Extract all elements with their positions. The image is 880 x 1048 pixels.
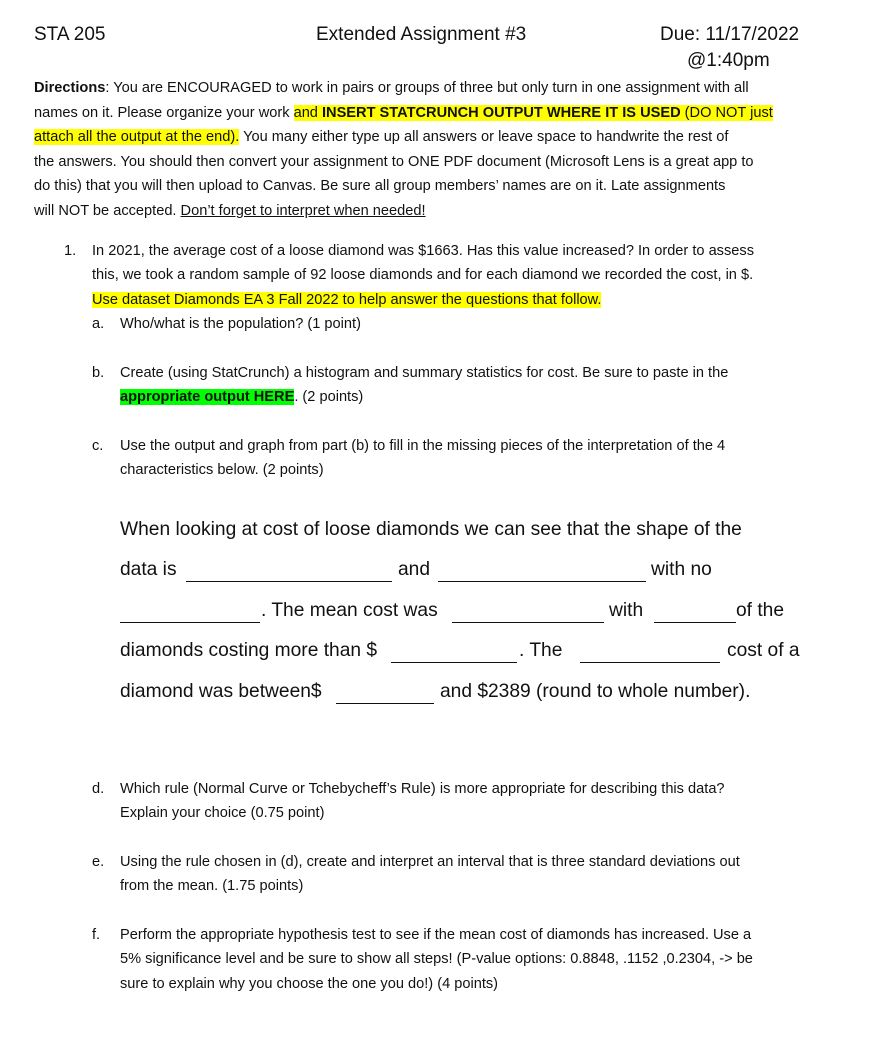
part-f-label: f. [92, 927, 101, 943]
interp-with: with [609, 600, 644, 621]
course-code: STA 205 [34, 24, 106, 45]
shape-blank-2[interactable] [438, 580, 646, 582]
interp-mean-cost: . The mean cost was [261, 600, 438, 621]
interp-costing-more: diamonds costing more than $ [120, 640, 378, 661]
mean-blank[interactable] [452, 621, 604, 623]
directions-line-2: names on it. Please organize your work and INSERT STATCRUNCH OUTPUT WHERE IT IS USED (DO NOT just [34, 105, 773, 121]
question-1-line-1: In 2021, the average cost of a loose diamond was $1663. Has this value increased? In order to assess [92, 243, 754, 259]
highlight-attach: attach all the output at the end). [34, 129, 240, 145]
interp-with-no: with no [651, 559, 712, 580]
percent-blank[interactable] [654, 621, 736, 623]
statistic-blank[interactable] [580, 661, 720, 663]
part-d-text-1: Which rule (Normal Curve or Tchebycheff’s Rule) is more appropriate for describing this data? [120, 781, 725, 797]
part-f-text-1: Perform the appropriate hypothesis test to see if the mean cost of diamonds has increased. Use a [120, 927, 752, 943]
interp-upper-bound: and $2389 (round to whole number). [440, 681, 751, 702]
directions-line-3: attach all the output at the end). You many either type up all answers or leave space to handwrite the rest of [34, 129, 729, 145]
part-e-text-2: from the mean. (1.75 points) [120, 878, 304, 894]
interpret-reminder: Don’t forget to interpret when needed! [180, 203, 426, 219]
interp-cost-of-a: cost of a [727, 640, 800, 661]
part-b-text-1: Create (using StatCrunch) a histogram and summary statistics for cost. Be sure to paste in the [120, 365, 729, 381]
interp-data-is: data is [120, 559, 177, 580]
interp-between: diamond was between$ [120, 681, 322, 702]
question-1-line-2: this, we took a random sample of 92 loose diamonds and for each diamond we recorded the cost, in $. [92, 267, 754, 283]
part-f-text-2: 5% significance level and be sure to show all steps! (P-value options: 0.8848, .1152 ,0.2304, -> be [120, 951, 753, 967]
part-c-text-1: Use the output and graph from part (b) to fill in the missing pieces of the interpretation of the 4 [120, 438, 726, 454]
part-b-label: b. [92, 365, 105, 381]
directions-line-1: Directions: You are ENCOURAGED to work in pairs or groups of three but only turn in one assignment with all [34, 80, 749, 96]
part-a-label: a. [92, 316, 105, 332]
question-number: 1. [64, 243, 77, 259]
interp-line-1: When looking at cost of loose diamonds we can see that the shape of the [120, 519, 742, 540]
paste-output-highlight: appropriate output HERE [120, 389, 295, 405]
question-1-line-3 [92, 288, 601, 313]
part-f-text-3: sure to explain why you choose the one you do!) (4 points) [120, 976, 499, 992]
part-e-label: e. [92, 854, 105, 870]
part-a-text: Who/what is the population? (1 point) [120, 316, 361, 332]
interp-the: . The [519, 640, 563, 661]
directions-label: Directions [34, 80, 106, 96]
interp-and: and [398, 559, 431, 580]
part-c-text-2: characteristics below. (2 points) [120, 462, 324, 478]
part-b-text-2: appropriate output HERE. (2 points) [120, 389, 364, 405]
directions-line-4: the answers. You should then convert your assignment to ONE PDF document (Microsoft Lens is a great app to [34, 154, 754, 170]
assignment-title: Extended Assignment #3 [316, 24, 527, 45]
dataset-highlight: Use dataset Diamonds EA 3 Fall 2022 to help answer the questions that follow. [92, 292, 602, 308]
threshold-blank[interactable] [391, 661, 517, 663]
interp-of-the: of the [736, 600, 785, 621]
part-c-label: c. [92, 438, 104, 454]
directions-line-6: will NOT be accepted. Don’t forget to interpret when needed! [34, 203, 426, 219]
part-d-label: d. [92, 781, 105, 797]
highlight-insert-output: and INSERT STATCRUNCH OUTPUT WHERE IT IS USED (DO NOT just [293, 105, 773, 121]
directions-line-5: do this) that you will then upload to Canvas. Be sure all group members’ names are on it. Late assignments [34, 178, 726, 194]
shape-blank-1[interactable] [186, 580, 392, 582]
part-d-text-2: Explain your choice (0.75 point) [120, 805, 325, 821]
due-time: @1:40pm [687, 50, 770, 71]
lower-bound-blank[interactable] [336, 702, 434, 704]
due-date: Due: 11/17/2022 [660, 24, 800, 45]
part-e-text-1: Using the rule chosen in (d), create and interpret an interval that is three standard deviations out [120, 854, 740, 870]
outliers-blank[interactable] [120, 621, 260, 623]
